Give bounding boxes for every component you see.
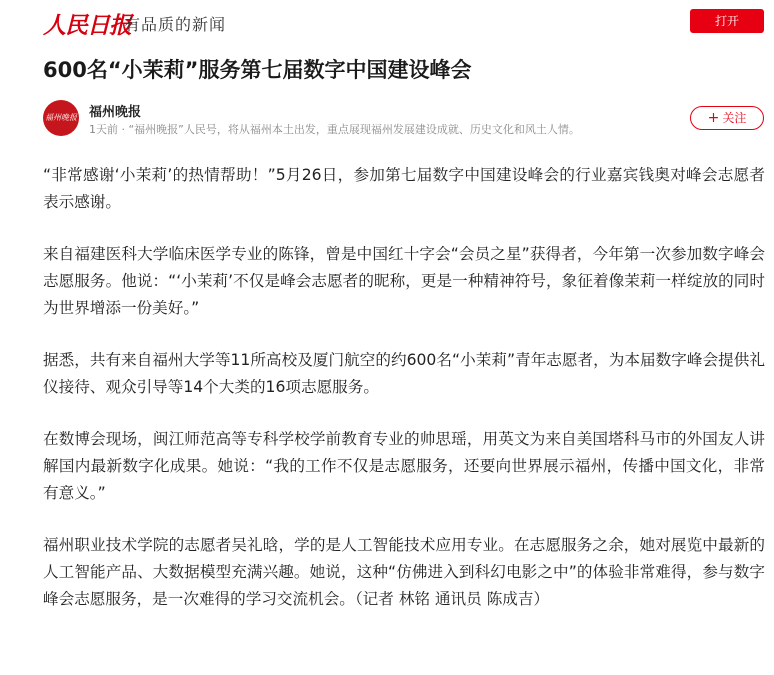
brand-slogan: 有品质的新闻: [124, 15, 227, 34]
author-row: [43, 100, 767, 140]
article-body: [43, 162, 765, 638]
follow-label: 关注: [722, 111, 747, 125]
article-paragraph: 来自福建医科大学临床医学专业的陈锋，曾是中国红十字会“会员之星”获得者，今年第一次参加数字峰会志愿服务。他说：“‘小茉莉’不仅是峰会志愿者的昵称，更是一种精神符号，象征着像茉莉一样绽放的同时为世界增添一份美好。”: [43, 245, 765, 317]
article-paragraph: “非常感谢‘小茉莉’的热情帮助！”5月26日，参加第七届数字中国建设峰会的行业嘉宾钱奥对峰会志愿者表示感谢。: [43, 166, 765, 211]
author-meta: 1天前 · “福州晚报”人民号，将从福州本土出发，重点展现福州发展建设成就、历史文化和风土人情。: [89, 123, 580, 136]
article-title: 600名“小茉莉”服务第七届数字中国建设峰会: [43, 58, 472, 82]
article-paragraph: 在数博会现场，闽江师范高等专科学校学前教育专业的帅思瑶，用英文为来自美国塔科马市的外国友人讲解国内最新数字化成果。她说：“我的工作不仅是志愿服务，还要向世界展示福州，传播中国文化，非常有意义。”: [43, 430, 765, 502]
plus-icon: +: [707, 110, 720, 126]
follow-button[interactable]: [690, 106, 764, 130]
article-paragraph: 福州职业技术学院的志愿者吴礼晗，学的是人工智能技术应用专业。在志愿服务之余，她对展览中最新的人工智能产品、大数据模型充满兴趣。她说，这种“仿佛进入到科幻电影之中”的体验非常难得，参与数字峰会志愿服务，是一次难得的学习交流机会。（记者 林铭 通讯员 陈成吉）: [43, 536, 765, 608]
brand-logo[interactable]: 人民日报: [43, 12, 131, 39]
author-name[interactable]: 福州晚报: [89, 105, 142, 120]
article-paragraph: 据悉，共有来自福州大学等11所高校及厦门航空的约600名“小茉莉”青年志愿者，为本届数字峰会提供礼仪接待、观众引导等14个大类的16项志愿服务。: [43, 351, 765, 396]
author-avatar[interactable]: 福州晚报: [43, 100, 79, 136]
open-app-button[interactable]: 打开: [690, 9, 764, 33]
top-bar: [0, 0, 774, 48]
